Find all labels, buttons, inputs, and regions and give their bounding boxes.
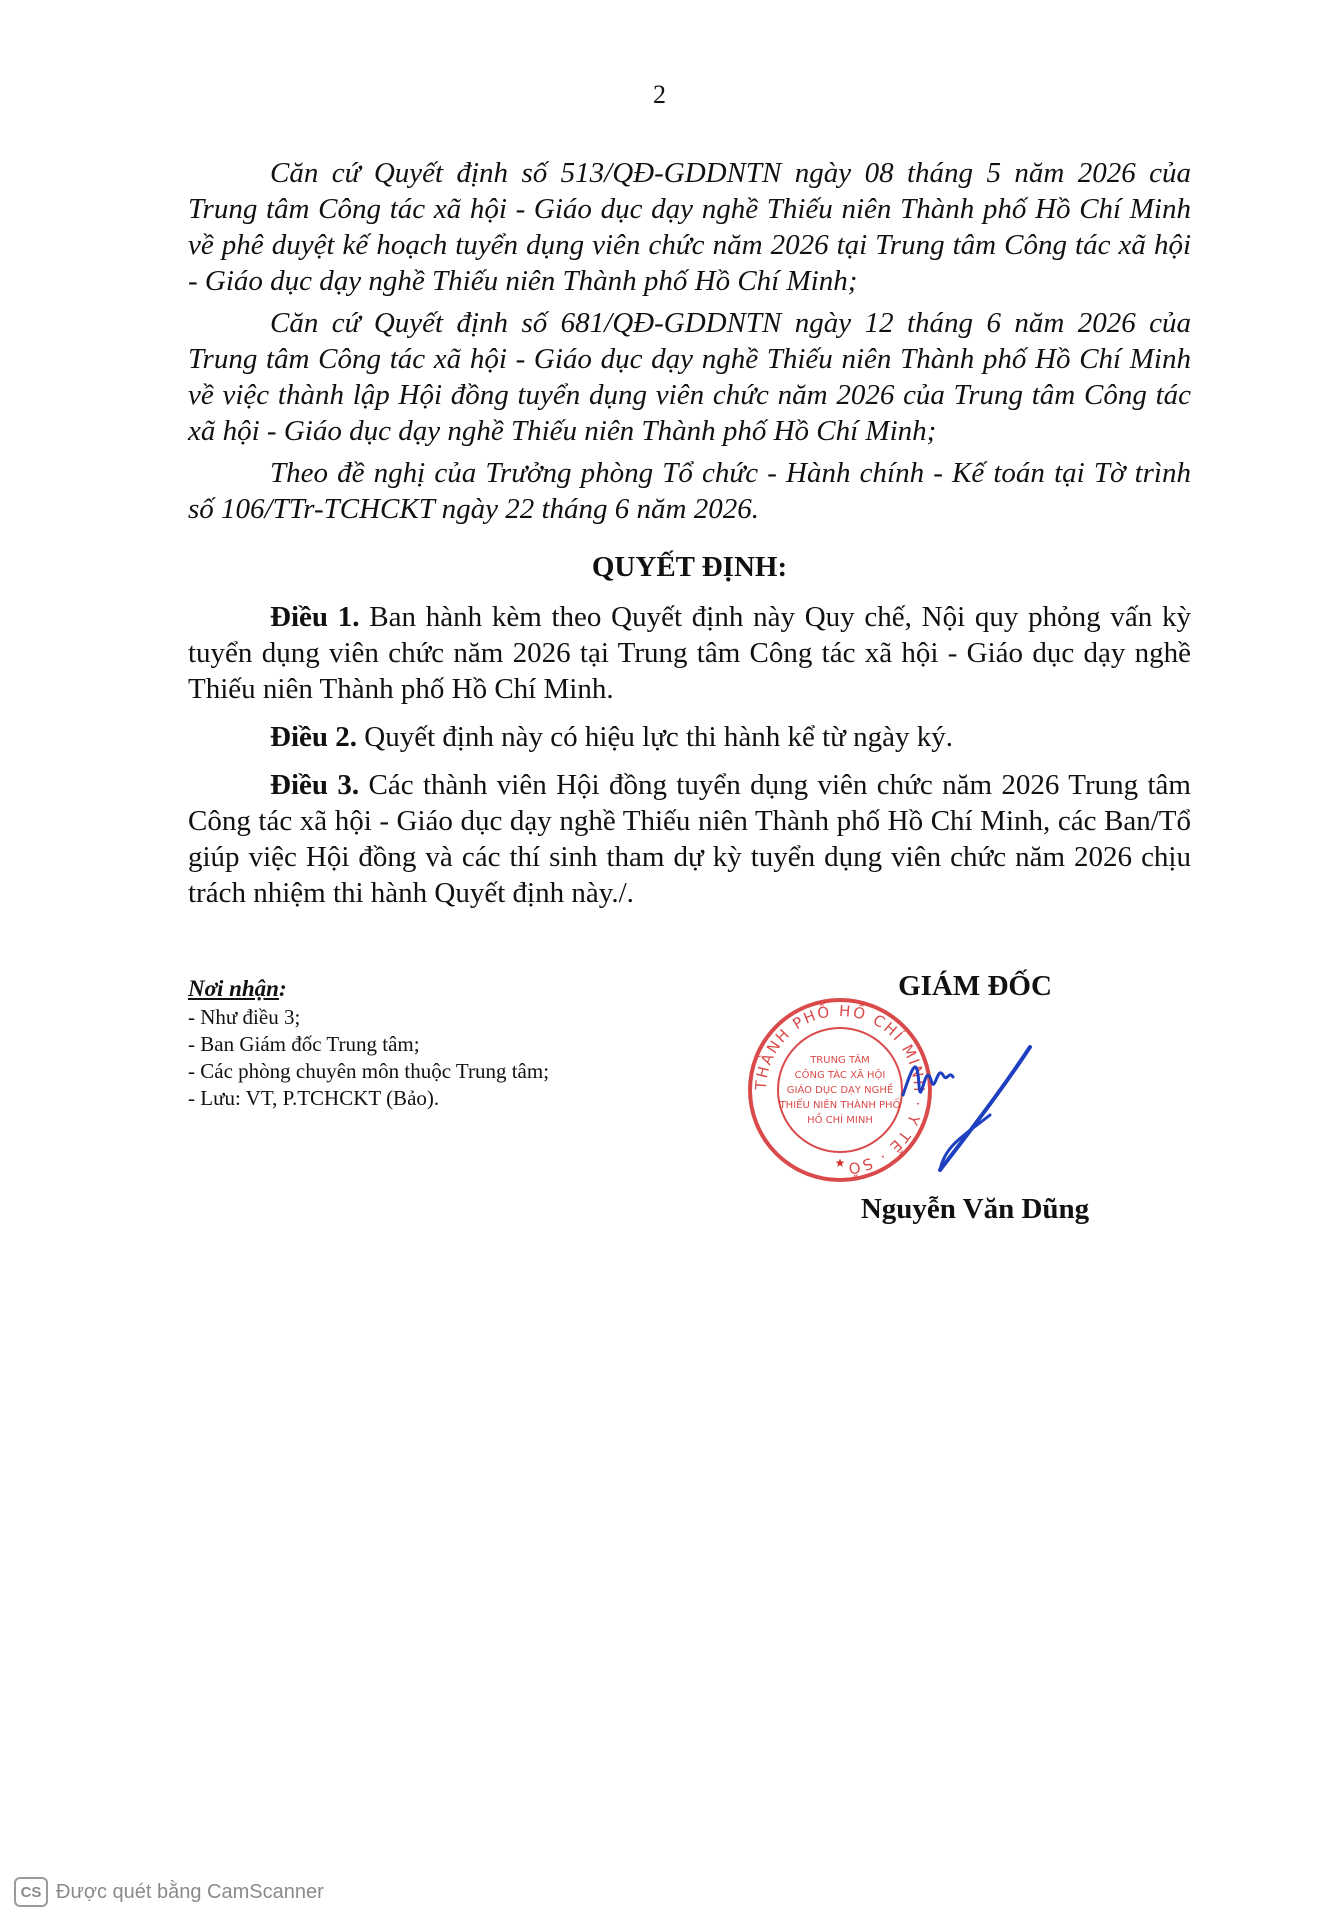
recipients-title: Nơi nhận: bbox=[188, 976, 287, 1001]
signature-icon bbox=[895, 1025, 1035, 1175]
decision-heading: QUYẾT ĐỊNH: bbox=[591, 551, 788, 583]
recipient-item: - Ban Giám đốc Trung tâm; bbox=[188, 1032, 420, 1056]
scanner-watermark bbox=[14, 1877, 324, 1907]
article-text: Quyết định này có hiệu lực thi hành kể từ ngày ký. bbox=[357, 721, 954, 753]
article-label: Điều 2. bbox=[270, 721, 357, 753]
legal-basis bbox=[188, 155, 1191, 527]
svg-text:★: ★ bbox=[834, 1156, 846, 1170]
recipient-item: - Lưu: VT, P.TCHCKT (Bảo). bbox=[188, 1086, 440, 1110]
svg-text:GIÁO DỤC DẠY NGHỀ: GIÁO DỤC DẠY NGHỀ bbox=[786, 1085, 894, 1096]
article-3 bbox=[188, 767, 1191, 911]
watermark-text: Được quét bằng CamScanner bbox=[56, 1880, 324, 1903]
article-text: Ban hành kèm theo Quyết định này Quy chế, Nội quy phỏng vấn kỳ tuyển dụng viên chức năm 2026 tại Trung tâm Công tác xã hội - Giáo dục dạy nghề Thiếu niên Thành phố Hồ Chí Minh. bbox=[188, 601, 1191, 705]
basis-paragraph: Theo đề nghị của Trưởng phòng Tổ chức - Hành chính - Kế toán tại Tờ trình số 106/TTr-TCHCKT ngày 22 tháng 6 năm 2026. bbox=[188, 457, 1191, 525]
document-body bbox=[188, 155, 1191, 923]
basis-paragraph: Căn cứ Quyết định số 681/QĐ-GDDNTN ngày 12 tháng 6 năm 2026 của Trung tâm Công tác xã hội - Giáo dục dạy nghề Thiếu niên Thành phố Hồ Chí Minh về việc thành lập Hội đồng tuyển dụng viên chức năm 2026 của Trung tâm Công tác xã hội - Giáo dục dạy nghề Thiếu niên Thành phố Hồ Chí Minh; bbox=[188, 307, 1191, 447]
basis-paragraph: Căn cứ Quyết định số 513/QĐ-GDDNTN ngày 08 tháng 5 năm 2026 của Trung tâm Công tác xã hội - Giáo dục dạy nghề Thiếu niên Thành phố Hồ Chí Minh về phê duyệt kế hoạch tuyển dụng viên chức năm 2026 tại Trung tâm Công tác xã hội - Giáo dục dạy nghề Thiếu niên Thành phố Hồ Chí Minh; bbox=[188, 157, 1191, 297]
article-text: Các thành viên Hội đồng tuyển dụng viên chức năm 2026 Trung tâm Công tác xã hội - Giáo dục dạy nghề Thiếu niên Thành phố Hồ Chí Minh, các Ban/Tổ giúp việc Hội đồng và các thí sinh tham dự kỳ tuyển dụng viên chức năm 2026 chịu trách nhiệm thi hành Quyết định này./. bbox=[188, 769, 1191, 909]
recipient-item: - Như điều 3; bbox=[188, 1005, 301, 1029]
signer-title: GIÁM ĐỐC bbox=[898, 970, 1052, 1002]
svg-text:THIẾU NIÊN THÀNH PHỐ: THIẾU NIÊN THÀNH PHỐ bbox=[779, 1100, 901, 1111]
article-1 bbox=[188, 599, 1191, 707]
article-label: Điều 1. bbox=[270, 601, 360, 633]
recipient-item: - Các phòng chuyên môn thuộc Trung tâm; bbox=[188, 1059, 550, 1083]
article-2 bbox=[188, 719, 1191, 755]
signer-name: Nguyễn Văn Dũng bbox=[860, 1193, 1090, 1225]
recipients-block bbox=[188, 975, 708, 1112]
camscanner-logo-icon: CS bbox=[14, 1877, 48, 1907]
svg-text:CÔNG TÁC XÃ HỘI: CÔNG TÁC XÃ HỘI bbox=[794, 1070, 886, 1081]
article-label: Điều 3. bbox=[270, 769, 360, 801]
page-number: 2 bbox=[653, 80, 666, 109]
svg-text:TRUNG TÂM: TRUNG TÂM bbox=[810, 1055, 870, 1066]
svg-text:HỒ CHÍ MINH: HỒ CHÍ MINH bbox=[807, 1115, 873, 1126]
svg-text:THÀNH PHỐ HỒ CHÍ MINH · Y TẾ ·: THÀNH PHỐ HỒ CHÍ MINH · Y TẾ · SỐ bbox=[751, 1001, 929, 1178]
